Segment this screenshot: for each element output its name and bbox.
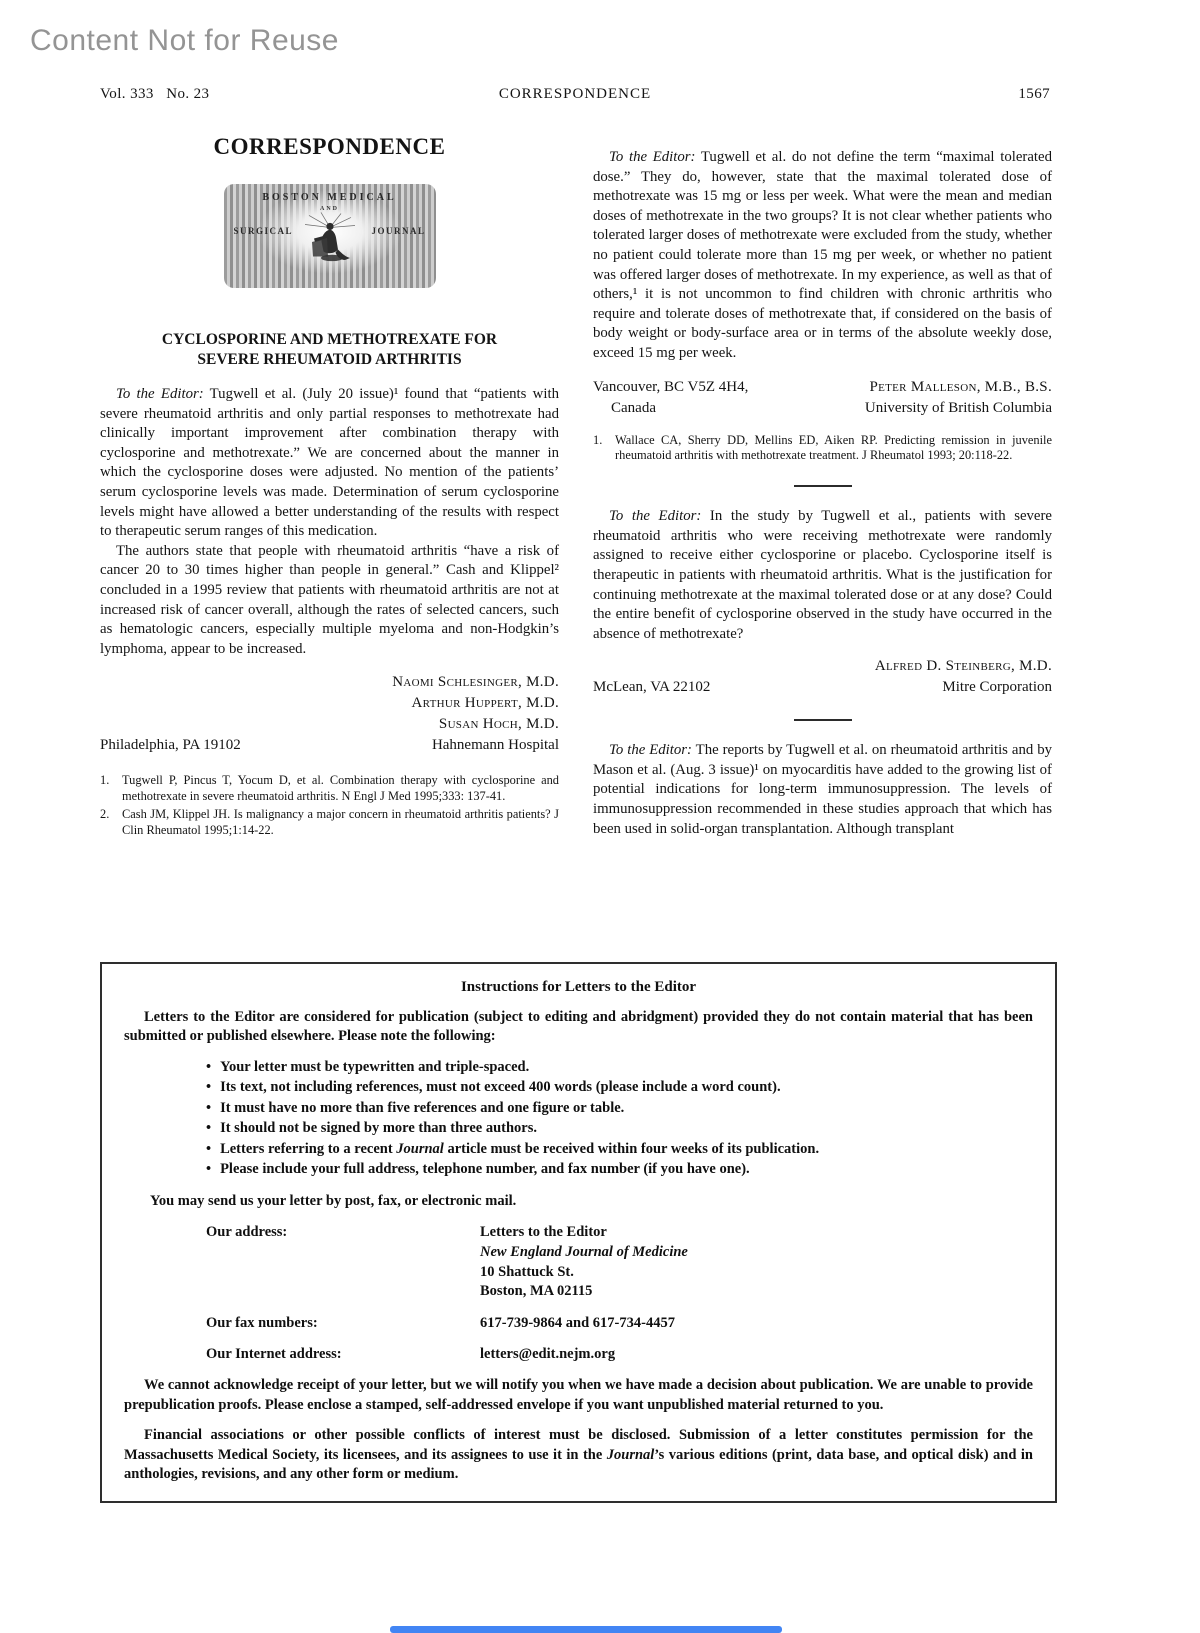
signature-name-block <box>865 377 1052 419</box>
signature-name: Naomi Schlesinger, M.D. <box>392 674 559 691</box>
reader-figure-illustration <box>291 212 369 274</box>
closing-paragraph <box>124 1426 1033 1485</box>
instructions-intro: Letters to the Editor are considered for publication (subject to editing and abridgment) provided they do not contain material that has been submitted or published elsewhere. Please note the following: <box>124 1008 1033 1045</box>
instruction-bullet <box>206 1159 1033 1180</box>
letter-body-text: In the study by Tugwell et al., patients with severe rheumatoid arthritis who were receiving methotrexate were randomly assigned to receive either cyclosporine or placebo. Cyclosporine itself is therapeutic in patients with rheumatoid arthritis. What is the justification for continuing methotrexate at the maximal tolerated dose or at any dose? Could the entire benefit of cyclosporine observed in the study have occurred in the absence of methotrexate? <box>593 508 1052 642</box>
signature-name: Susan Hoch, M.D. <box>438 716 559 733</box>
address-line: 10 Shattuck St. <box>480 1263 574 1280</box>
signature-name: Peter Malleson, M.B., B.S. <box>869 378 1052 395</box>
letter-divider <box>794 719 852 721</box>
address-line: Letters to the Editor <box>480 1224 607 1241</box>
bullet-text: Please include your full address, telephone number, and fax number (if you have one). <box>220 1161 750 1178</box>
letter-paragraph <box>593 507 1052 644</box>
scrollbar-thumb[interactable] <box>390 1626 782 1633</box>
instruction-bullet <box>206 1139 1033 1160</box>
signature-place-row <box>593 677 1052 698</box>
letter-heading-line1: CYCLOSPORINE AND METHOTREXATE FOR <box>161 331 498 348</box>
to-the-editor-leadin: To the Editor: <box>609 508 702 525</box>
signature-name: Alfred D. Steinberg, M.D. <box>874 658 1052 675</box>
fax-value-block <box>480 1314 1033 1334</box>
signature-place-row <box>593 377 1052 419</box>
closing-text: ’s various editions (print, data base, and optical disk) and in anthologies, revisions, and any other form or medium. <box>124 1446 1033 1483</box>
emblem-boston-medical-text: BOSTON MEDICAL <box>262 192 397 203</box>
instructions-bullet-list <box>206 1057 1033 1180</box>
volume-issue-label: Vol. 333 No. 23 <box>100 86 210 102</box>
emblem-surgical-text: SURGICAL <box>233 226 294 236</box>
letter-body-text: Tugwell et al. do not define the term “maximal tolerated dose.” They do, however, state that the maximal tolerated dose of methotrexate was 15 mg or less per week. What were the mean and median doses of methotrexate in the two groups? It is not clear whether patients who tolerated larger doses of methotrexate were excluded from the study, whether no patient could tolerate more than 15 mg per week, or whether no patient was offered larger doses of methotrexate. In my experience, as well as that of others,¹ it is not uncommon to find children with chronic arthritis who require and tolerate doses of methotrexate that, if considered on the basis of body weight or body-surface area or in terms of the absolute weekly dose, exceed 15 mg per week. <box>593 149 1052 361</box>
to-the-editor-leadin: To the Editor: <box>116 386 204 402</box>
reference-item <box>593 433 1052 465</box>
bullet-text: It should not be signed by more than three authors. <box>220 1120 537 1137</box>
reference-text: Wallace CA, Sherry DD, Mellins ED, Aiken RP. Predicting remission in juvenile rheumatoid arthritis with methotrexate treatment. J Rheumatol 1993; 20:118-22. <box>615 432 1052 463</box>
two-column-body <box>100 124 1052 839</box>
signature-place-row <box>100 735 559 756</box>
signature-place: Philadelphia, PA 19102 <box>100 737 241 754</box>
address-line: Boston, MA 02115 <box>480 1283 593 1300</box>
fax-row <box>206 1314 1033 1334</box>
to-the-editor-leadin: To the Editor: <box>609 149 696 165</box>
watermark-text: Content Not for Reuse <box>30 24 339 57</box>
internet-label: Our Internet address: <box>206 1346 342 1363</box>
closing-paragraph: We cannot acknowledge receipt of your letter, but we will notify you when we have made a decision about publication. We are unable to provide prepublication proofs. Please enclose a stamped, self-addressed envelope if you want unpublished material returned to you. <box>124 1376 1033 1413</box>
address-row <box>206 1223 1033 1301</box>
fax-numbers-value: 617-739-9864 and 617-734-4457 <box>480 1314 675 1331</box>
internet-row <box>206 1345 1033 1365</box>
signature-affiliation: Hahnemann Hospital <box>431 737 559 754</box>
reference-item <box>100 807 559 839</box>
letter-paragraph <box>593 741 1052 839</box>
send-methods-line: You may send us your letter by post, fax, or electronic mail. <box>150 1192 517 1209</box>
signature-name: Arthur Huppert, M.D. <box>411 695 559 712</box>
running-title: CORRESPONDENCE <box>498 86 652 102</box>
to-the-editor-leadin: To the Editor: <box>609 742 692 759</box>
running-head <box>100 86 1050 103</box>
signature-place: McLean, VA 22102 <box>593 679 711 696</box>
address-value-block <box>480 1223 1033 1301</box>
signature-place <box>593 377 748 419</box>
reference-text: Cash JM, Klippel JH. Is malignancy a major concern in rheumatoid arthritis patients? J Clin Rheumatol 1995;1:14-22. <box>122 806 559 837</box>
address-label: Our address: <box>206 1224 288 1241</box>
bullet-text: It must have no more than five references and one figure or table. <box>220 1099 625 1116</box>
letter-paragraph: The authors state that people with rheumatoid arthritis “have a risk of cancer 20 to 30 times higher than people in general.” Cash and Klippel² concluded in a 1995 review that patients with rheumatoid arthritis are not at increased risk of cancer overall, although the rates of selected cancers, such as hematologic cancers, especially multiple myeloma and non-Hodgkin’s lymphoma, appear to be increased. <box>100 542 559 657</box>
journal-name-line: New England Journal of Medicine <box>480 1243 688 1260</box>
letter-heading <box>100 330 559 370</box>
closing-text: Financial associations or other possible conflicts of interest must be disclosed. Submission of a letter constitutes permission for the Massachusetts Medical Society, its licensees, and its assignees to use it in the <box>124 1427 1033 1463</box>
signature-block <box>100 672 559 735</box>
letter-body-text: The reports by Tugwell et al. on rheumatoid arthritis and by Mason et al. (Aug. 3 issue)¹ on myocarditis have added to the growing list of potential indications for long-term immunosuppression. The levels of immunosuppression recommended in these studies approach that which has been used in solid-organ transplantation. Although transplant <box>593 742 1053 837</box>
closing-italic-text: Journal <box>606 1446 655 1463</box>
reference-number: 1. <box>593 432 603 447</box>
emblem-and-text: AND <box>320 206 339 212</box>
reference-list <box>593 433 1052 465</box>
right-column <box>593 124 1052 839</box>
bullet-text: Letters referring to a recent <box>220 1140 397 1157</box>
bullet-text: Your letter must be typewritten and triple-spaced. <box>220 1058 530 1075</box>
instruction-bullet <box>206 1077 1033 1098</box>
letter-body-text: Tugwell et al. (July 20 issue)¹ found that “patients with severe rheumatoid arthritis and only partial responses to methotrexate had clinically important improvement after combination therapy with cyclosporine and methotrexate.” We are concerned about the manner in which the cyclosporine doses were adjusted. No mention of the patients’ serum cyclosporine levels was made. Determination of serum cyclosporine levels might have allowed a better understanding of the results with respect to therapeutic serum ranges of this medication. <box>100 386 559 540</box>
letter-heading-line2: SEVERE RHEUMATOID ARTHRITIS <box>197 351 462 368</box>
bullet-text: article must be received within four weeks of its publication. <box>443 1140 820 1157</box>
reference-text: Tugwell P, Pincus T, Yocum D, et al. Combination therapy with cyclosporine and methotrexate in severe rheumatoid arthritis. N Engl J Med 1995;333: 137-41. <box>122 773 559 804</box>
section-title: CORRESPONDENCE <box>213 134 446 159</box>
bullet-text: Its text, not including references, must not exceed 400 words (please include a word count). <box>220 1079 781 1096</box>
journal-emblem <box>224 184 436 288</box>
signature-place-line2: Canada <box>611 399 656 416</box>
reference-item <box>100 773 559 805</box>
reference-list <box>100 773 559 838</box>
instruction-bullet <box>206 1057 1033 1078</box>
reference-number: 1. <box>100 773 110 788</box>
signature-affiliation: Mitre Corporation <box>942 679 1052 696</box>
internet-value-block <box>480 1345 1033 1365</box>
signature-affiliation: University of British Columbia <box>864 399 1052 416</box>
letter-paragraph <box>100 385 559 542</box>
instructions-title: Instructions for Letters to the Editor <box>460 979 697 995</box>
left-column <box>100 124 559 839</box>
fax-label: Our fax numbers: <box>206 1314 318 1331</box>
signature-block <box>593 656 1052 677</box>
instructions-box <box>100 962 1057 1503</box>
emblem-journal-text: JOURNAL <box>371 226 426 236</box>
signature-place-line1: Vancouver, BC V5Z 4H4, <box>593 378 749 395</box>
letter-divider <box>794 485 852 487</box>
bullet-italic-text: Journal <box>396 1140 444 1157</box>
page-number: 1567 <box>1018 86 1050 102</box>
internet-address-value: letters@edit.nejm.org <box>480 1346 616 1363</box>
reference-number: 2. <box>100 806 110 821</box>
instruction-bullet <box>206 1098 1033 1119</box>
letter-paragraph <box>593 148 1052 364</box>
instruction-bullet <box>206 1118 1033 1139</box>
